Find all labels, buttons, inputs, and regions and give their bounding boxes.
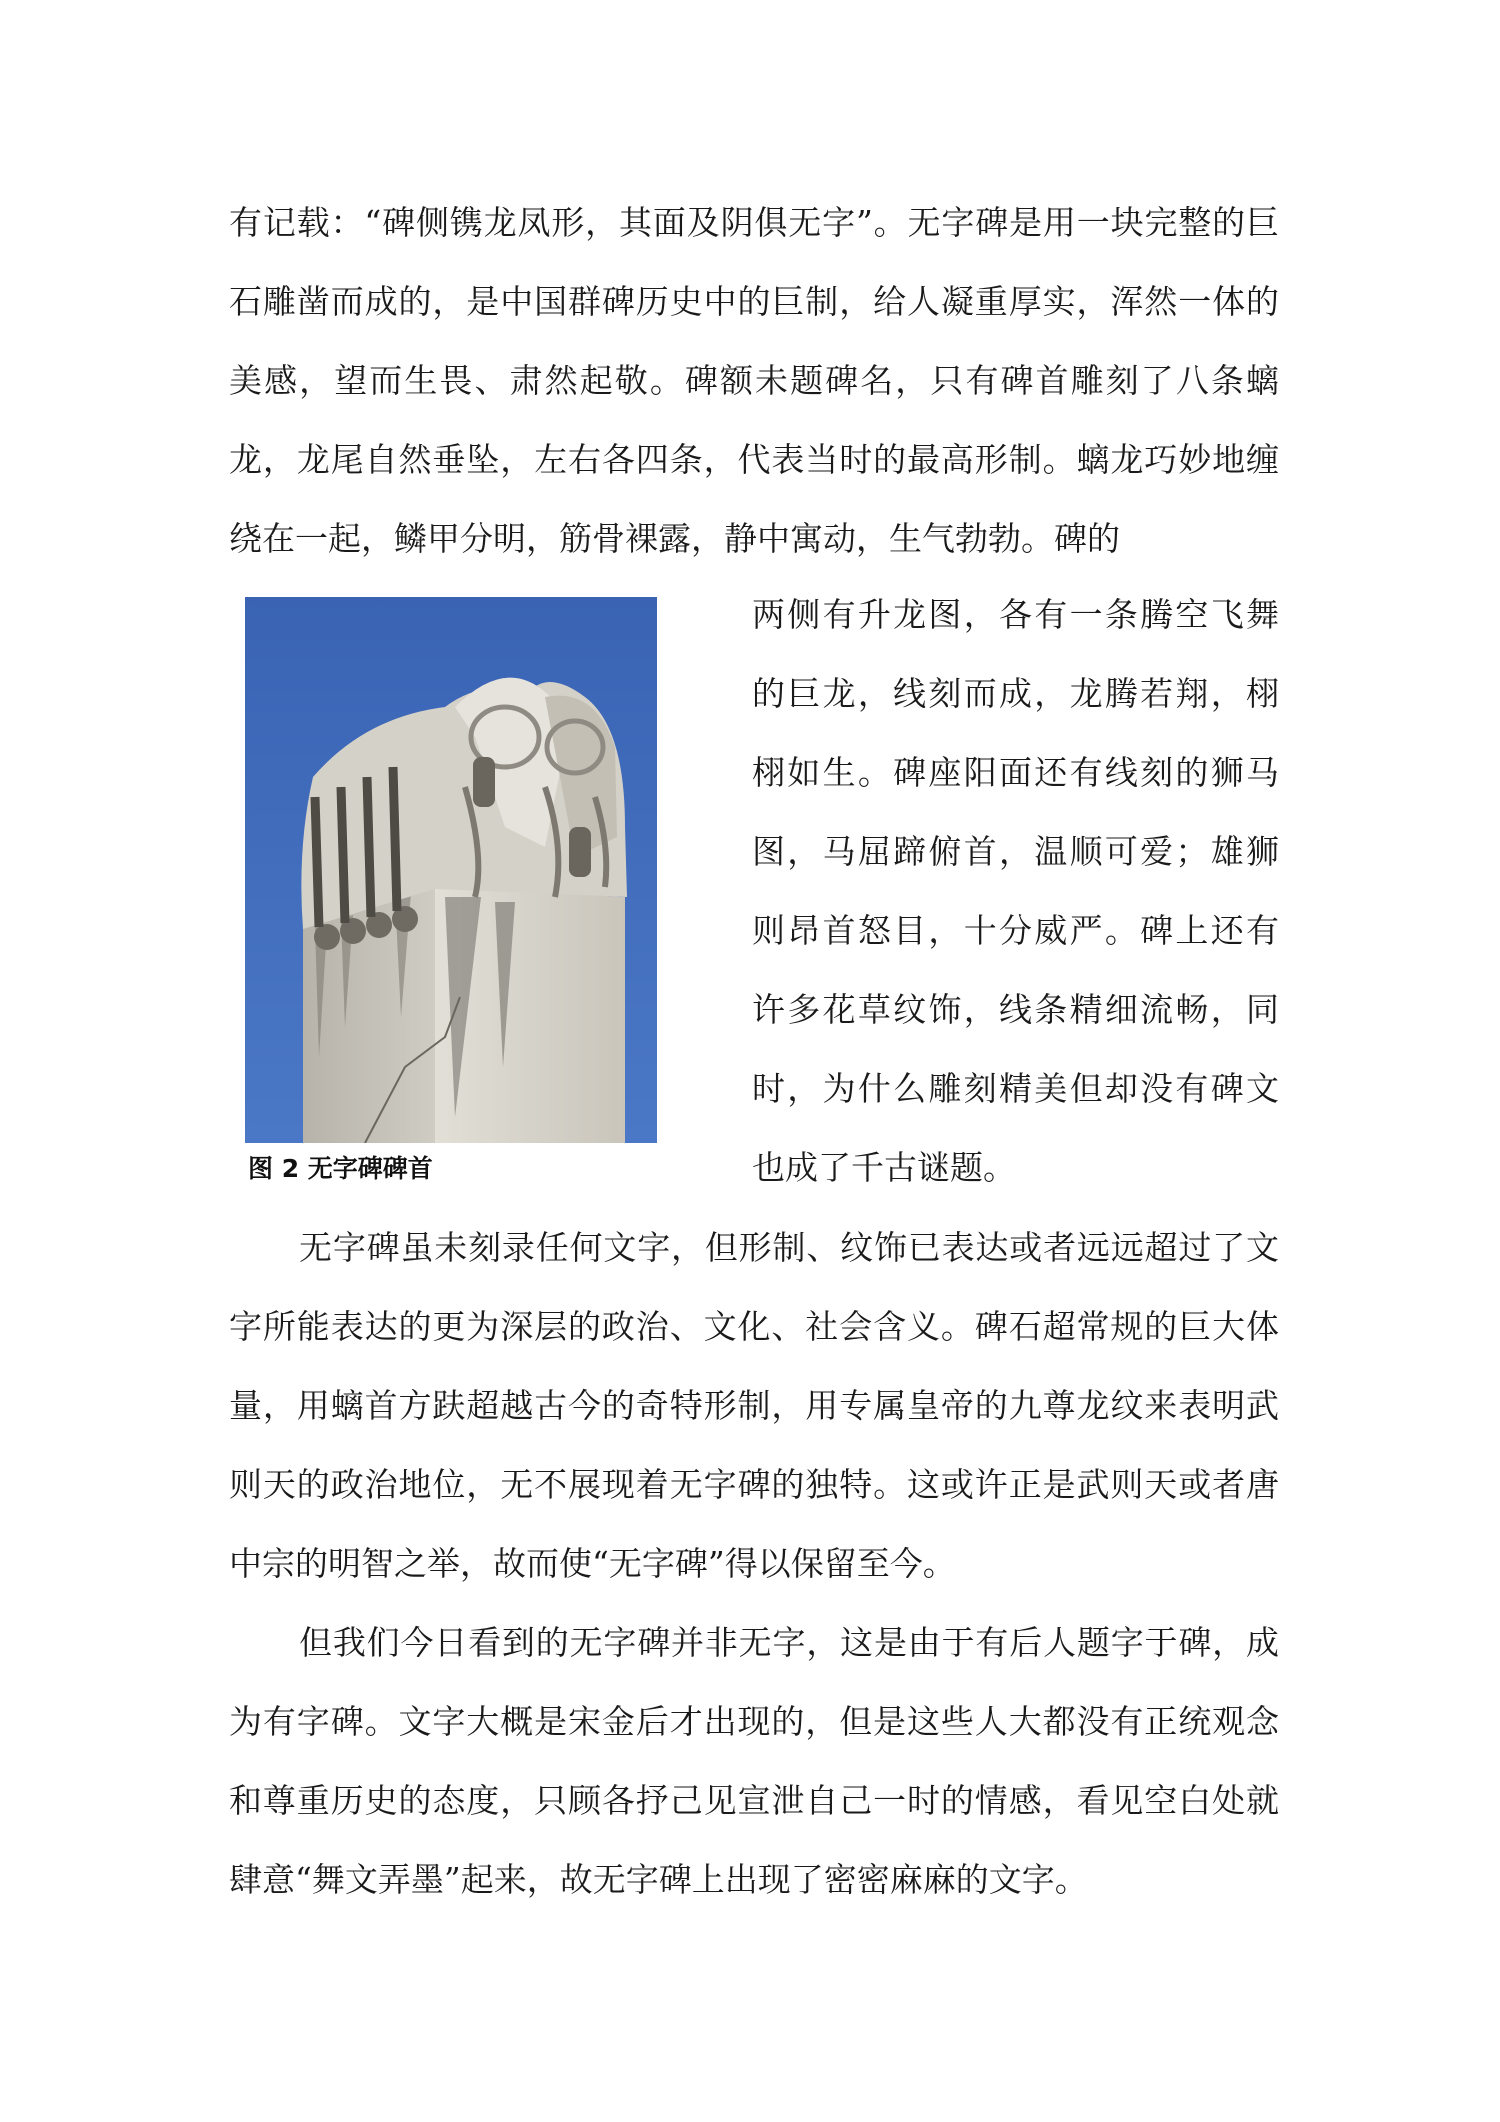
- paragraph-1: 有记载：“碑侧镌龙凤形，其面及阴俱无字”。无字碑是用一块完整的巨石雕凿而成的，是中国群碑历史中的巨制，给人凝重厚实，浑然一体的美感，望而生畏、肃然起敬。碑额未题碑名，只有碑首雕刻了八条螭龙，龙尾自然垂坠，左右各四条，代表当时的最高形制。螭龙巧妙地缠绕在一起，鳞甲分明，筋骨裸露，静中寓动，生气勃勃。碑的: [229, 203, 1279, 558]
- stele-head-photo: [245, 597, 657, 1143]
- figure-caption: 图 2 无字碑碑首: [248, 1154, 433, 1183]
- paragraph-4: 但我们今日看到的无字碑并非无字，这是由于有后人题字于碑，成为有字碑。文字大概是宋金后才出现的，但是这些人大都没有正统观念和尊重历史的态度，只顾各抒己见宣泄自己一时的情感，看见空白处就肆意“舞文弄墨”起来，故无字碑上出现了密密麻麻的文字。: [229, 1623, 1279, 1899]
- paragraph-2: 两侧有升龙图，各有一条腾空飞舞的巨龙，线刻而成，龙腾若翔，栩栩如生。碑座阳面还有线刻的狮马图，马屈蹄俯首，温顺可爱；雄狮则昂首怒目，十分威严。碑上还有许多花草纹饰，线条精细流畅，同时，为什么雕刻精美但却没有碑文也成了千古谜题。: [752, 595, 1279, 1187]
- paragraph-3: 无字碑虽未刻录任何文字，但形制、纹饰已表达或者远远超过了文字所能表达的更为深层的政治、文化、社会含义。碑石超常规的巨大体量，用螭首方趺超越古今的奇特形制，用专属皇帝的九尊龙纹来表明武则天的政治地位，无不展现着无字碑的独特。这或许正是武则天或者唐中宗的明智之举，故而使“无字碑”得以保留至今。: [229, 1228, 1279, 1583]
